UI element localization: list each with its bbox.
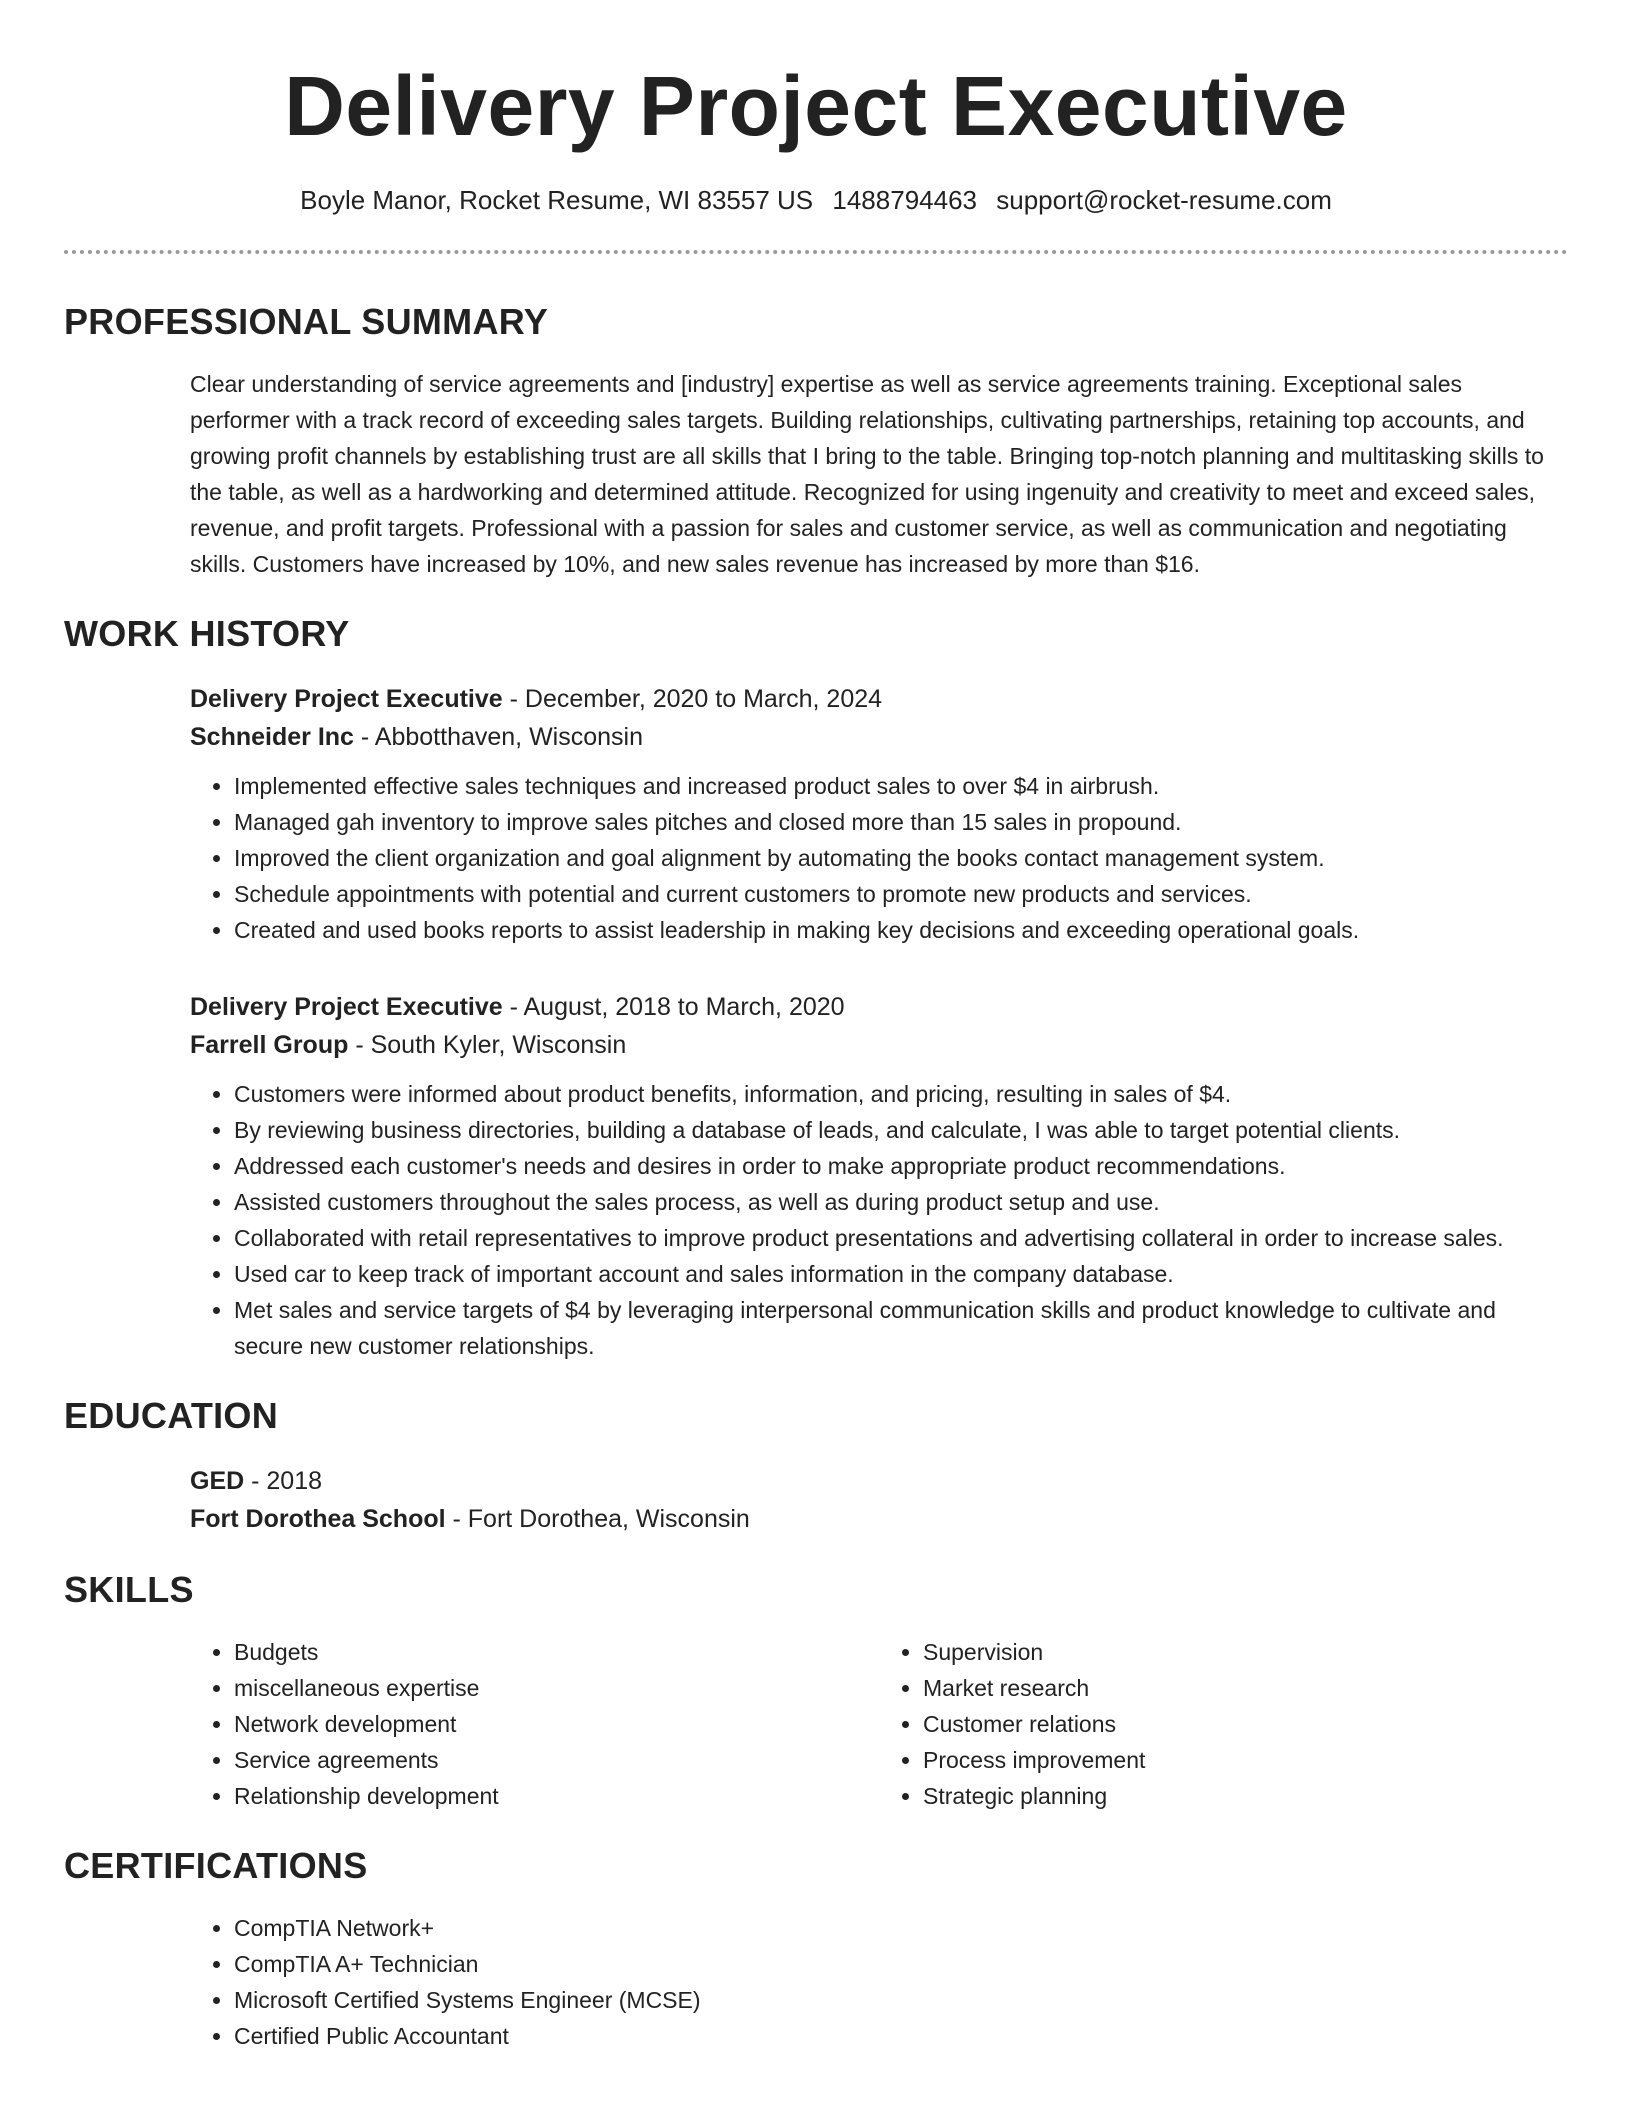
list-item: • Created and used books reports to assist leadership in making key decisions and exceeding operational goals.: [234, 912, 1568, 948]
education-location: - Fort Dorothea, Wisconsin: [445, 1505, 750, 1533]
contact-email: support@rocket-resume.com: [996, 185, 1332, 215]
job-title-line: [190, 680, 1568, 718]
education-degree-line: [190, 1462, 1568, 1500]
skills-title: SKILLS: [64, 1569, 194, 1610]
work-history-title: WORK HISTORY: [64, 613, 350, 654]
list-item: • Process improvement: [923, 1742, 1568, 1778]
job-company-line: [190, 1026, 1568, 1064]
job-company: Schneider Inc: [190, 723, 354, 751]
job-bullets: [190, 768, 1568, 948]
list-item: • CompTIA A+ Technician: [234, 1946, 1568, 1982]
work-history-section: [64, 612, 1568, 1364]
list-item: • Schedule appointments with potential and current customers to promote new products and services.: [234, 876, 1568, 912]
job-company: Farrell Group: [190, 1031, 349, 1059]
job-dates: - August, 2018 to March, 2020: [502, 993, 845, 1021]
resume-header: [64, 0, 1568, 254]
job-entry: [190, 988, 1568, 1364]
list-item: • By reviewing business directories, building a database of leads, and calculate, I was able to target potential clients.: [234, 1112, 1568, 1148]
list-item: • Customers were informed about product benefits, information, and pricing, resulting in sales of $4.: [234, 1076, 1568, 1112]
list-item: • Customer relations: [923, 1706, 1568, 1742]
job-location: - Abbotthaven, Wisconsin: [353, 723, 643, 751]
education-degree: GED: [190, 1467, 245, 1495]
education-entry: [190, 1462, 1568, 1538]
candidate-name: Delivery Project Executive: [284, 59, 1348, 153]
job-location: - South Kyler, Wisconsin: [348, 1031, 627, 1059]
list-item: • Improved the client organization and goal alignment by automating the books contact management system.: [234, 840, 1568, 876]
list-item: • Implemented effective sales techniques and increased product sales to over $4 in airbrush.: [234, 768, 1568, 804]
job-dates: - December, 2020 to March, 2024: [502, 685, 883, 713]
skills-grid: [190, 1634, 1568, 1814]
list-item: • CompTIA Network+: [234, 1910, 1568, 1946]
contact-phone: 1488794463: [832, 185, 977, 215]
education-school: Fort Dorothea School: [190, 1505, 446, 1533]
education-year: - 2018: [244, 1467, 323, 1495]
summary-text: Clear understanding of service agreements and [industry] expertise as well as service agreements training. Exceptional sales performer with a track record of exceeding sales targets. Building relationships, cultivating partnerships, retaining top accounts, and growing profit channels by establishing trust are all skills that I bring to the table. Bringing top-notch planning and multitasking skills to the table, as well as a hardworking and determined attitude. Recognized for using ingenuity and creativity to meet and exceed sales, revenue, and profit targets. Professional with a passion for sales and customer service, as well as communication and negotiating skills. Customers have increased by 10%, and new sales revenue has increased by more than $16.: [190, 371, 1544, 577]
list-item: • Addressed each customer's needs and desires in order to make appropriate product recommendations.: [234, 1148, 1568, 1184]
list-item: • Assisted customers throughout the sales process, as well as during product setup and use.: [234, 1184, 1568, 1220]
list-item: • Managed gah inventory to improve sales pitches and closed more than 15 sales in propound.: [234, 804, 1568, 840]
job-role: Delivery Project Executive: [190, 685, 503, 713]
certifications-title: CERTIFICATIONS: [64, 1845, 368, 1886]
education-title: EDUCATION: [64, 1395, 279, 1436]
list-item: • miscellaneous expertise: [234, 1670, 879, 1706]
list-item: • Budgets: [234, 1634, 879, 1670]
job-role: Delivery Project Executive: [190, 993, 503, 1021]
list-item: • Market research: [923, 1670, 1568, 1706]
summary-section: [64, 300, 1568, 582]
education-section: [64, 1394, 1568, 1538]
contact-line: [64, 184, 1568, 216]
certifications-list: [190, 1910, 1568, 2054]
list-item: • Used car to keep track of important account and sales information in the company database.: [234, 1256, 1568, 1292]
skills-column-right: [879, 1634, 1568, 1814]
job-bullets: [190, 1076, 1568, 1364]
list-item: • Service agreements: [234, 1742, 879, 1778]
list-item: • Met sales and service targets of $4 by leveraging interpersonal communication skills and product knowledge to cultivate and secure new customer relationships.: [234, 1292, 1568, 1364]
list-item: • Certified Public Accountant: [234, 2018, 1568, 2054]
job-title-line: [190, 988, 1568, 1026]
contact-address: Boyle Manor, Rocket Resume, WI 83557 US: [300, 185, 814, 215]
summary-title: PROFESSIONAL SUMMARY: [64, 301, 549, 342]
header-divider: [64, 250, 1568, 254]
list-item: • Strategic planning: [923, 1778, 1568, 1814]
list-item: • Network development: [234, 1706, 879, 1742]
skills-column-left: [190, 1634, 879, 1814]
certifications-section: [64, 1844, 1568, 2054]
job-company-line: [190, 718, 1568, 756]
list-item: • Supervision: [923, 1634, 1568, 1670]
list-item: • Relationship development: [234, 1778, 879, 1814]
education-school-line: [190, 1500, 1568, 1538]
job-entry: [190, 680, 1568, 948]
list-item: • Collaborated with retail representatives to improve product presentations and advertising collateral in order to increase sales.: [234, 1220, 1568, 1256]
list-item: • Microsoft Certified Systems Engineer (MCSE): [234, 1982, 1568, 2018]
skills-section: [64, 1568, 1568, 1814]
